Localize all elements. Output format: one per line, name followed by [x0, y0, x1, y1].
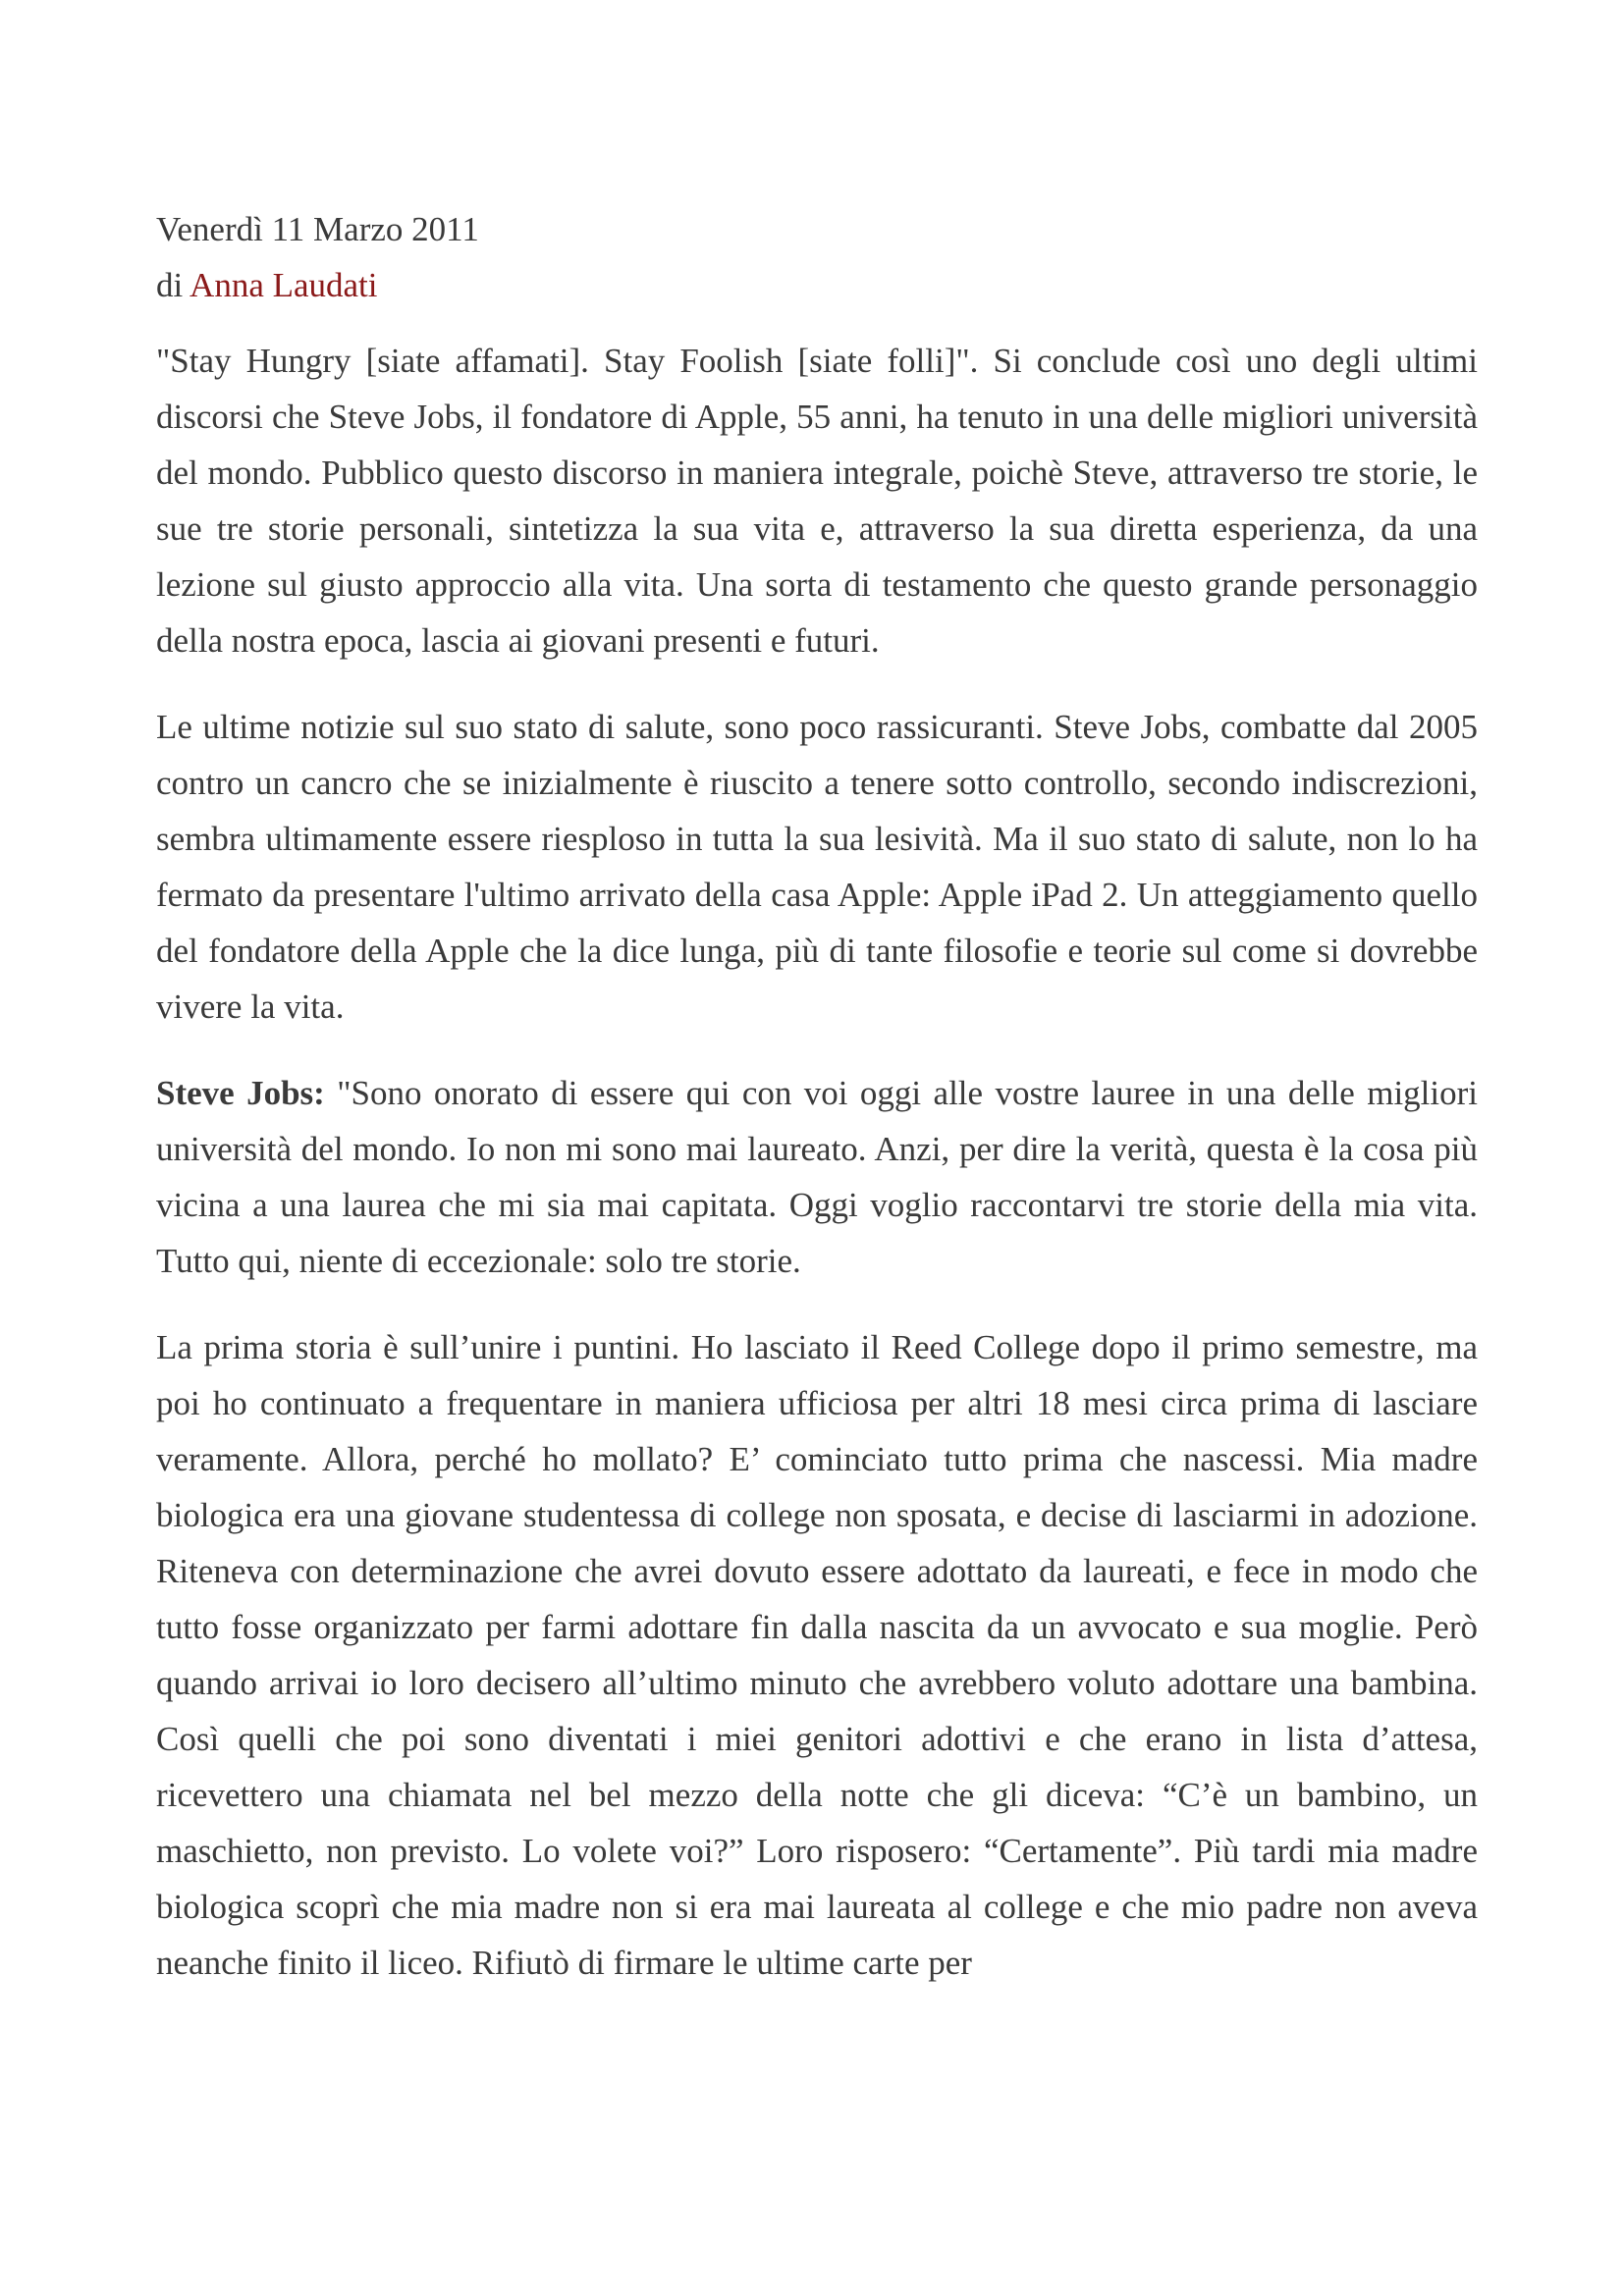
speech-opening-text: "Sono onorato di essere qui con voi oggi alle vostre lauree in una delle migliori università del mondo. Io non mi sono mai laureato. Anzi, per dire la verità, questa è la cosa più vicina a una laurea che mi sia mai capitata. Oggi voglio raccontarvi tre storie della mia vita. Tutto qui, niente di eccezionale: solo tre storie. [156, 1074, 1479, 1280]
document-page [156, 201, 1478, 2021]
health-paragraph: Le ultime notizie sul suo stato di salute, sono poco rassicuranti. Steve Jobs, combatte dal 2005 contro un cancro che se inizialmente è riuscito a tenere sotto controllo, secondo indiscrezioni, sembra ultimamente essere riesploso in tutta la sua lesività. Ma il suo stato di salute, non lo ha fermato da presentare l'ultimo arrivato della casa Apple: Apple iPad 2. Un atteggiamento quello del fondatore della Apple che la dice lunga, più di tante filosofie e teorie sul come si dovrebbe vivere la vita. [156, 708, 1478, 1026]
intro-paragraph: "Stay Hungry [siate affamati]. Stay Foolish [siate folli]". Si conclude così uno degli ultimi discorsi che Steve Jobs, il fondatore di Apple, 55 anni, ha tenuto in una delle migliori università del mondo. Pubblico questo discorso in maniera integrale, poichè Steve, attraverso tre storie, le sue tre storie personali, sintetizza la sua vita e, attraverso la sua diretta esperienza, da una lezione sul giusto approccio alla vita. Una sorta di testamento che questo grande personaggio della nostra epoca, lascia ai giovani presenti e futuri. [156, 342, 1478, 660]
author-link[interactable]: Anna Laudati [189, 266, 378, 304]
byline-prefix: di [156, 266, 190, 304]
article-byline [156, 257, 1478, 313]
speaker-label: Steve Jobs: [156, 1074, 325, 1112]
speech-opening-paragraph [156, 1065, 1478, 1289]
first-story-paragraph: La prima storia è sull’unire i puntini. Ho lasciato il Reed College dopo il primo semestre, ma poi ho continuato a frequentare in maniera ufficiosa per altri 18 mesi circa prima di lasciare veramente. Allora, perché ho mollato? E’ cominciato tutto prima che nascessi. Mia madre biologica era una giovane studentessa di college non sposata, e decise di lasciarmi in adozione. Riteneva con determinazione che avrei dovuto essere adottato da laureati, e fece in modo che tutto fosse organizzato per farmi adottare fin dalla nascita da un avvocato e sua moglie. Però quando arrivai io loro decisero all’ultimo minuto che avrebbero voluto adottare una bambina. Così quelli che poi sono diventati i miei genitori adottivi e che erano in lista d’attesa, ricevettero una chiamata nel bel mezzo della notte che gli diceva: “C’è un bambino, un maschietto, non previsto. Lo volete voi?” Loro risposero: “Certamente”. Più tardi mia madre biologica scoprì che mia madre non si era mai laureata al college e che mio padre non aveva neanche finito il liceo. Rifiutò di firmare le ultime carte per [156, 1328, 1478, 1982]
article-date: Venerdì 11 Marzo 2011 [156, 210, 479, 248]
